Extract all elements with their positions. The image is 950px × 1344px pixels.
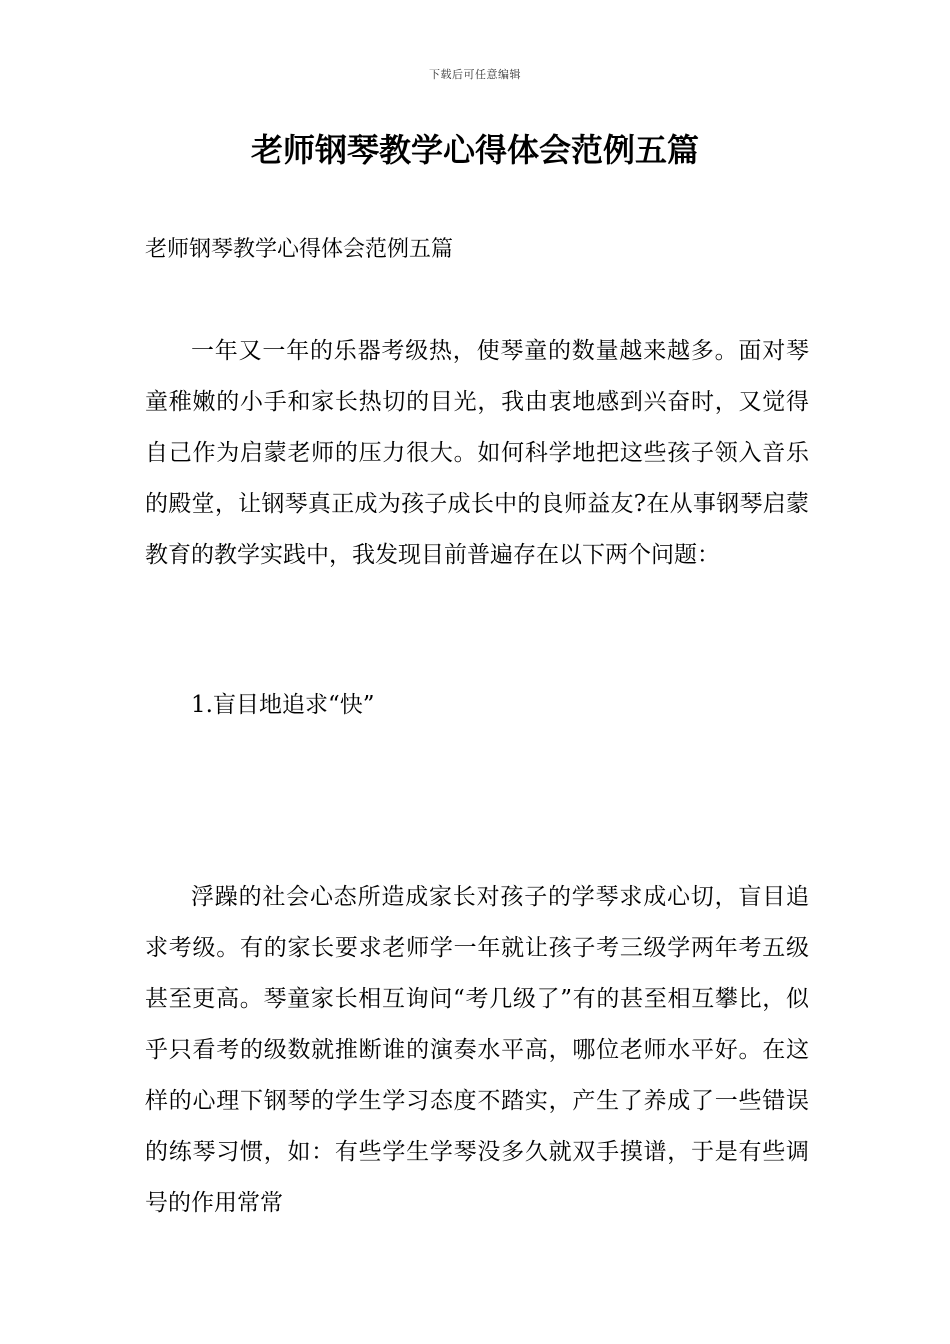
section-heading: 1.盲目地追求“快”: [191, 692, 375, 718]
paragraph-body: 浮躁的社会心态所造成家长对孩子的学琴求成心切，盲目追求考级。有的家长要求老师学一年就让孩子考三级学两年考五级甚至更高。琴童家长相互询问“考几级了”有的甚至相互攀比，似乎只看考的级数就推断谁的演奏水平高，哪位老师水平好。在这样的心理下钢琴的学生学习态度不踏实，产生了养成了一些错误的练琴习惯，如：有些学生学琴没多久就双手摸谱，于是有些调号的作用常常: [145, 884, 809, 1216]
paragraph-intro: 一年又一年的乐器考级热，使琴童的数量越来越多。面对琴童稚嫩的小手和家长热切的目光，我由衷地感到兴奋时，又觉得自己作为启蒙老师的压力很大。如何科学地把这些孩子领入音乐的殿堂，让钢琴真正成为孩子成长中的良师益友?在从事钢琴启蒙教育的教学实践中，我发现目前普遍存在以下两个问题：: [145, 338, 809, 568]
document-subtitle: 老师钢琴教学心得体会范例五篇: [145, 237, 454, 262]
document-title: 老师钢琴教学心得体会范例五篇: [250, 131, 699, 169]
header-note: 下载后可任意编辑: [429, 68, 521, 81]
